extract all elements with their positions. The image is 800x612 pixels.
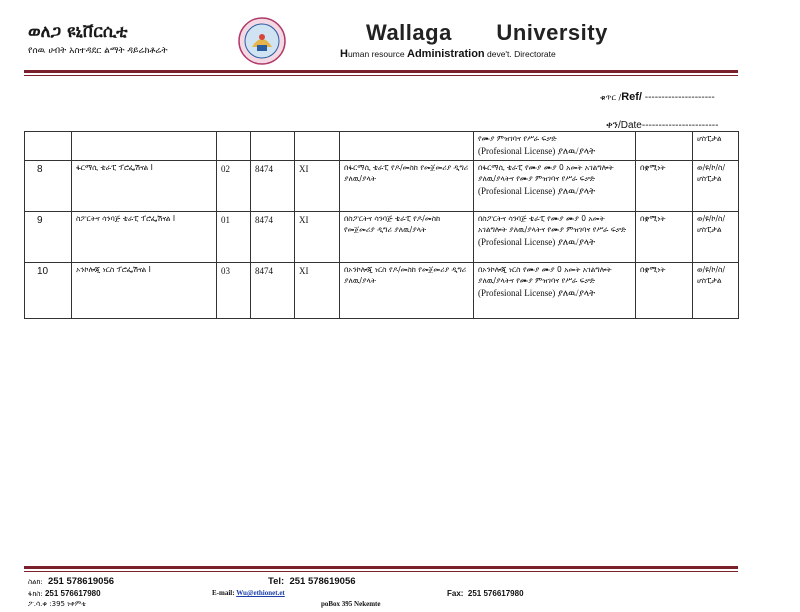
- quantity: 01: [217, 211, 251, 262]
- quantity: 03: [217, 262, 251, 318]
- grade: XI: [295, 211, 340, 262]
- employment-type: በቋሚነት: [636, 262, 693, 318]
- job-title: ፋርማሲ ቴራፒ ፕሮፌሽናል I: [72, 160, 217, 211]
- work-location: ወ/ዩ/ኮ/ስ/ ሆስፒታል: [693, 160, 739, 211]
- footer-email: E-mail: Wu@ethionet.et: [212, 589, 285, 597]
- experience: በኦንኮሎጂ ነርስ የሙያ ሙያ 0 አመት አገልግሎት ያለዉ/ያላትና የሙያ ምዝገባና የሥራ ፍቃድ (Profesional License) ያለዉ/ያላት: [474, 262, 636, 318]
- job-title: ስፖርትና ሳንባጅ ቴራፒ ፕሮፌሽናል I: [72, 211, 217, 262]
- header-rule-thin: [24, 75, 738, 76]
- job-title: ኦንኮሎጂ ነርስ ፕሮፌሽናል I: [72, 262, 217, 318]
- quantity: 02: [217, 160, 251, 211]
- education: በኦንኮሎጂ ነርስ የዶ/መስከ የመጀመሪያ ዲግሪ ያለዉ/ያላት: [340, 262, 474, 318]
- education: በስፖርትና ሳንባጅ ቴራፒ የዶ/መስከ የመጀመሪያ ዲግሪ ያለዉ/ያላት: [340, 211, 474, 262]
- footer-fax-amharic: ፋክስ: 251 576617980: [28, 589, 101, 598]
- university-name-amharic: ወለጋ ዩኒቨርሲቲ: [28, 22, 128, 42]
- directorate-subtitle: Human resource Administration deve't. Directorate: [340, 48, 556, 60]
- footer-phone-amharic: ስልክ: 251 578619056: [28, 576, 115, 587]
- table-row: [25, 262, 739, 318]
- table-row: [25, 211, 739, 262]
- license-cell: የሙያ ምዝገባና የሥራ ፍቃድ (Profesional License) ያለዉ/ያላት: [474, 132, 636, 161]
- reference-line: ቁጥር /Ref/ ---------------------: [600, 91, 715, 103]
- footer-fax: Fax: 251 576617980: [447, 589, 524, 598]
- footer-pobox: poBox 395 Nekemte: [321, 600, 381, 608]
- date-line: ቀን/Date-----------------------: [606, 120, 719, 131]
- salary: 8474: [251, 262, 295, 318]
- footer-rule-thin: [24, 571, 738, 572]
- row-number: 8: [25, 160, 72, 211]
- experience: በስፖርትና ሳንባጅ ቴራፒ የሙያ ሙያ 0 አመት አገልግሎት ያለዉ/ያላትና የሙያ ምዝገባና የሥራ ፍቃድ (Profesional License) ያለዉ/ያላት: [474, 211, 636, 262]
- salary: 8474: [251, 160, 295, 211]
- footer-tel: Tel: 251 578619056: [268, 576, 356, 587]
- employment-type: በቋሚነት: [636, 211, 693, 262]
- table-row: [25, 132, 739, 161]
- row-number: 9: [25, 211, 72, 262]
- email-link[interactable]: Wu@ethionet.et: [236, 589, 285, 597]
- education: በፋርማሲ ቴራፒ የዶ/መስከ የመጀመሪያ ዲግሪ ያለዉ/ያላት: [340, 160, 474, 211]
- grade: XI: [295, 160, 340, 211]
- experience: በፋርማሲ ቴራፒ የሙያ ሙያ 0 አመት አገልግሎት ያለዉ/ያላትና የሙያ ምዝገባና የሥራ ፍቃድ (Profesional License) ያለዉ/ያላት: [474, 160, 636, 211]
- directorate-name-amharic: የሰዉ ሀብት አስተዳደር ልማት ዳይሬክቶሬት: [28, 46, 168, 56]
- university-title: Wallaga University: [366, 20, 608, 45]
- row-number: 10: [25, 262, 72, 318]
- work-location: ወ/ዩ/ኮ/ስ/ ሆስፒታል: [693, 262, 739, 318]
- university-seal-logo: [238, 17, 286, 65]
- location-cell: ሆስፒታል: [693, 132, 739, 161]
- header-rule-thick: [24, 70, 738, 73]
- vacancy-table: [24, 131, 739, 319]
- footer-pobox-amharic: ፖ.ሳ.ቁ :395 ነቀምቴ: [28, 600, 86, 608]
- employment-type: በቋሚነት: [636, 160, 693, 211]
- salary: 8474: [251, 211, 295, 262]
- header-amharic: [28, 22, 168, 56]
- work-location: ወ/ዩ/ኮ/ስ/ ሆስፒታል: [693, 211, 739, 262]
- footer-rule-thick: [24, 566, 738, 569]
- table-row: [25, 160, 739, 211]
- grade: XI: [295, 262, 340, 318]
